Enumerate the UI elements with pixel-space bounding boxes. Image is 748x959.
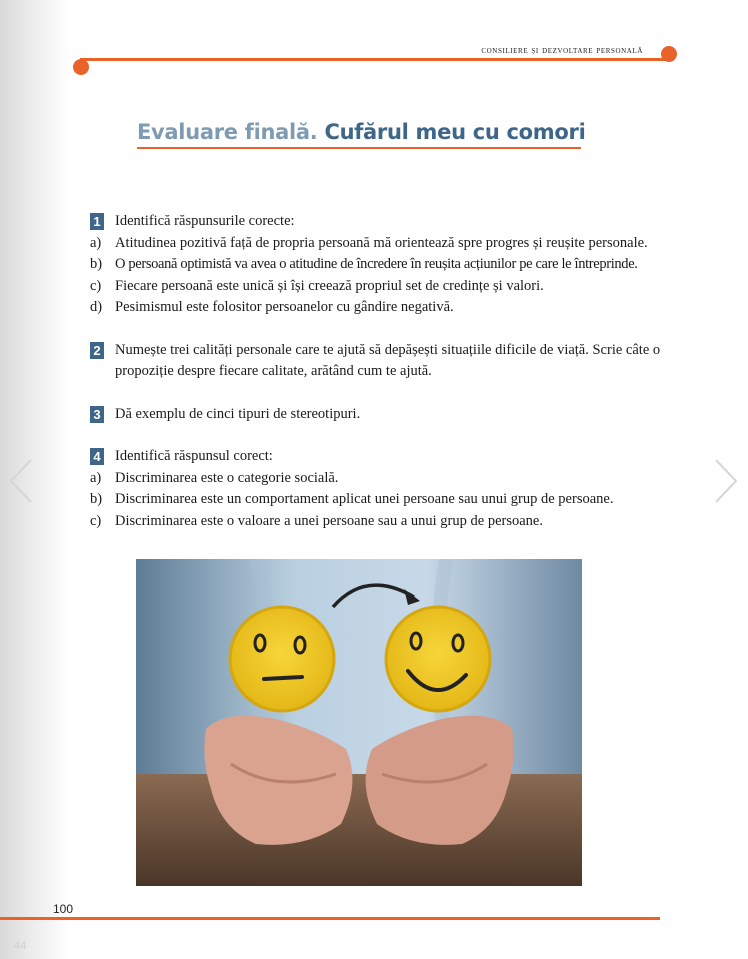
corner-page-marker: 44 bbox=[14, 940, 27, 952]
page-title bbox=[137, 120, 585, 144]
title-main: Cufărul meu cu comori bbox=[324, 120, 586, 144]
option-label: c) bbox=[90, 512, 102, 529]
answer-option bbox=[90, 468, 670, 490]
exercise-number-badge: 1 bbox=[90, 213, 104, 230]
previous-page-button[interactable] bbox=[8, 458, 34, 504]
option-text: Pesimismul este folositor persoanelor cu gândire negativă. bbox=[115, 299, 454, 315]
option-text: Discriminarea este un comportament aplicat unei persoane sau unui grup de persoane. bbox=[115, 491, 614, 507]
option-text: Discriminarea este o valoare a unei persoane sau a unui grup de persoane. bbox=[115, 512, 543, 529]
option-label: d) bbox=[90, 299, 103, 315]
answer-option bbox=[90, 276, 670, 298]
running-header: consiliere și dezvoltare personală bbox=[481, 45, 643, 56]
exercise-2 bbox=[90, 340, 670, 383]
answer-option bbox=[90, 297, 670, 319]
exercise-prompt: Numește trei calități personale care te ajută să depășești situațiile dificile de viață. Scrie câte o propoziție despre fiecare calitate, arătând cum te ajută. bbox=[115, 341, 661, 379]
title-prefix: Evaluare finală. bbox=[137, 120, 318, 144]
header-rule bbox=[80, 58, 670, 61]
option-text: Fiecare persoană este unică și își creează propriul set de credințe și valori. bbox=[115, 277, 544, 294]
exercise-prompt: Identifică răspunsurile corecte: bbox=[115, 213, 295, 229]
page-number: 100 bbox=[53, 902, 74, 916]
footer-rule bbox=[0, 917, 660, 920]
next-page-button[interactable] bbox=[713, 458, 739, 504]
header-dot-left bbox=[73, 59, 89, 75]
exercise-prompt: Identifică răspunsul corect: bbox=[115, 448, 273, 464]
option-label: a) bbox=[90, 234, 102, 251]
chevron-left-icon bbox=[8, 458, 34, 504]
option-text: Discriminarea este o categorie socială. bbox=[115, 469, 339, 486]
answer-option bbox=[90, 489, 670, 511]
exercise-3 bbox=[90, 404, 670, 426]
exercise-4 bbox=[90, 446, 670, 532]
exercise-prompt: Dă exemplu de cinci tipuri de stereotipuri. bbox=[115, 405, 361, 422]
exercise-number-badge: 4 bbox=[90, 448, 104, 465]
option-text: O persoană optimistă va avea o atitudine de încredere în reușita acțiunilor pe care le întreprinde. bbox=[115, 256, 638, 272]
option-label: b) bbox=[90, 256, 103, 272]
chevron-right-icon bbox=[713, 458, 739, 504]
option-label: b) bbox=[90, 491, 103, 507]
option-label: c) bbox=[90, 277, 102, 294]
exercise-number-badge: 3 bbox=[90, 406, 104, 423]
exercise-number-badge: 2 bbox=[90, 342, 104, 359]
exercise-list bbox=[90, 211, 670, 553]
title-underline bbox=[137, 147, 581, 149]
option-text: Atitudinea pozitivă față de propria persoană mă orientează spre progres și reușite personale. bbox=[115, 234, 648, 251]
answer-option bbox=[90, 254, 670, 276]
header-dot-right bbox=[661, 46, 677, 62]
hands-smiley-photo bbox=[136, 559, 582, 886]
answer-option bbox=[90, 511, 670, 533]
option-label: a) bbox=[90, 469, 102, 486]
exercise-1 bbox=[90, 211, 670, 319]
answer-option bbox=[90, 233, 670, 255]
